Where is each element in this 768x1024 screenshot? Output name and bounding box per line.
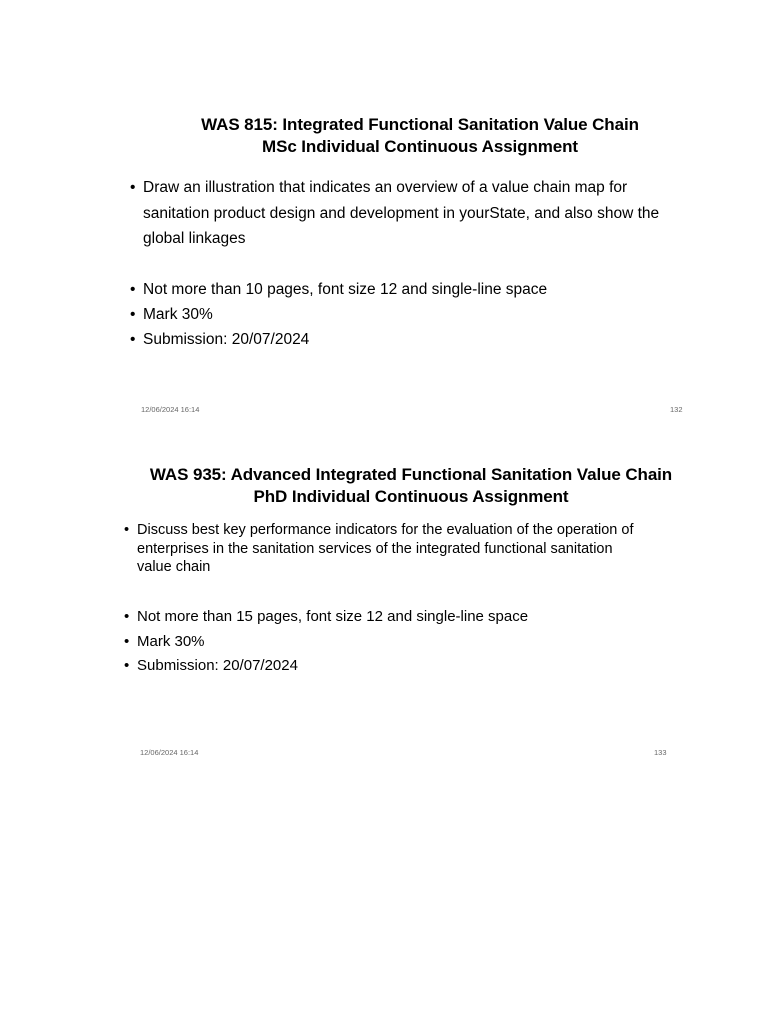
bullet-text: Mark 30% [143,306,213,323]
slide-title [0,464,768,508]
footer-date: 12/06/2024 16:14 [141,405,200,414]
title-line-1: WAS 815: Integrated Functional Sanitation Value Chain [201,115,639,134]
bullet-text: Not more than 15 pages, font size 12 and single-line space [137,608,529,625]
detail-bullet-list [124,605,704,679]
bullet-text: Discuss best key performance indicators for the evaluation of the operation of enterprises in the sanitation services of the integrated functional sanitation value chain [137,522,634,575]
list-item [124,654,704,679]
footer-date: 12/06/2024 16:14 [140,748,199,757]
list-item [124,605,704,630]
list-item [124,630,704,655]
list-item [124,521,644,577]
title-line-2: MSc Individual Continuous Assignment [262,137,578,156]
bullet-text: Mark 30% [137,632,205,650]
main-bullet-list [124,521,644,577]
title-line-2: PhD Individual Continuous Assignment [253,487,569,506]
bullet-text: Submission: 20/07/2024 [137,657,298,674]
bullet-text: Submission: 20/07/2024 [143,331,310,348]
bullet-text: Draw an illustration that indicates an overview of a value chain map for sanitation product design and development in yourState, and also show the global linkages [143,179,660,247]
title-line-1: WAS 935: Advanced Integrated Functional Sanitation Value Chain [149,465,673,484]
footer-page-number: 133 [654,748,667,757]
footer-page-number: 132 [670,405,683,414]
bullet-text: Not more than 10 pages, font size 12 and single-line space [143,281,548,298]
